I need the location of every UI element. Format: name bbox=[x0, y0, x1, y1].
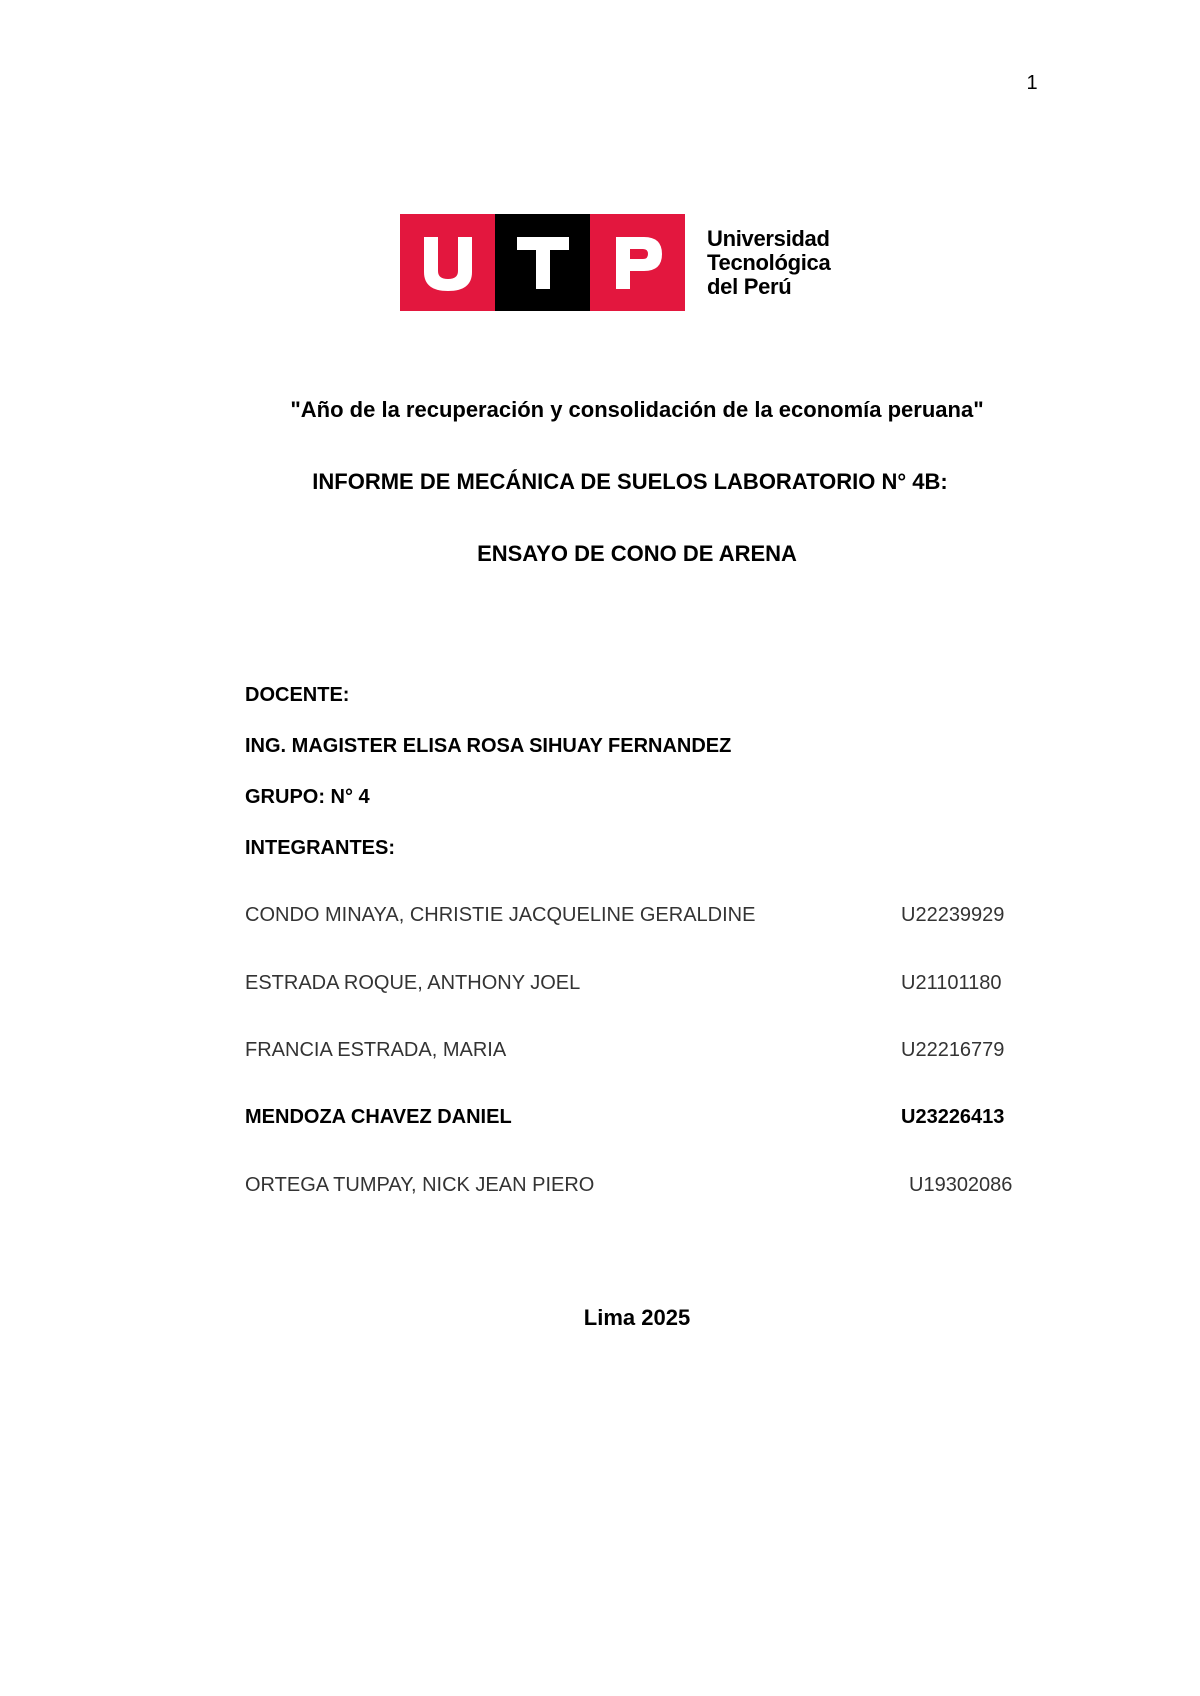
member-code: U22216779 bbox=[901, 1039, 1005, 1061]
logo-name-line-2: Tecnológica bbox=[707, 249, 831, 275]
member-row bbox=[245, 1174, 1025, 1202]
logo-letter-p-icon bbox=[610, 235, 666, 291]
members-label: INTEGRANTES: bbox=[245, 837, 395, 859]
docente-label: DOCENTE: bbox=[245, 684, 350, 706]
member-row bbox=[245, 1039, 1025, 1067]
member-code: U21101180 bbox=[901, 972, 1002, 994]
member-name: FRANCIA ESTRADA, MARIA bbox=[245, 1039, 507, 1061]
member-code: U19302086 bbox=[909, 1174, 1013, 1196]
member-code: U22239929 bbox=[901, 904, 1005, 926]
logo-blocks bbox=[400, 214, 685, 311]
logo-block-p bbox=[590, 214, 685, 311]
logo-letter-u-icon bbox=[420, 235, 476, 291]
page-number: 1 bbox=[1026, 72, 1038, 94]
logo-name-line-3: del Perú bbox=[707, 273, 792, 299]
member-code: U23226413 bbox=[901, 1106, 1005, 1128]
logo-block-u bbox=[400, 214, 495, 311]
logo-letter-t-icon bbox=[515, 235, 571, 291]
test-title: ENSAYO DE CONO DE ARENA bbox=[477, 541, 797, 566]
member-row bbox=[245, 904, 1025, 932]
city-year: Lima 2025 bbox=[583, 1305, 691, 1330]
member-row bbox=[245, 1106, 1025, 1134]
member-name: CONDO MINAYA, CHRISTIE JACQUELINE GERALDINE bbox=[245, 904, 756, 926]
logo-block-t bbox=[495, 214, 590, 311]
logo-university-name bbox=[707, 227, 830, 299]
group-label: GRUPO: N° 4 bbox=[245, 786, 370, 808]
member-name: MENDOZA CHAVEZ DANIEL bbox=[245, 1106, 512, 1128]
member-name: ORTEGA TUMPAY, NICK JEAN PIERO bbox=[245, 1174, 595, 1196]
report-title: INFORME DE MECÁNICA DE SUELOS LABORATORIO N° 4B: bbox=[312, 469, 948, 494]
teacher-name: ING. MAGISTER ELISA ROSA SIHUAY FERNANDEZ bbox=[245, 735, 732, 757]
year-motto: "Año de la recuperación y consolidación de la economía peruana" bbox=[290, 397, 984, 422]
utp-logo bbox=[400, 214, 830, 311]
member-row bbox=[245, 972, 1025, 1000]
logo-name-line-1: Universidad bbox=[707, 225, 830, 251]
member-name: ESTRADA ROQUE, ANTHONY JOEL bbox=[245, 972, 581, 994]
